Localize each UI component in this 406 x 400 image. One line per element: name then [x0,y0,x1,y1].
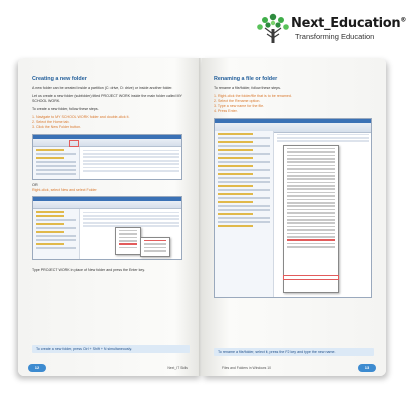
right-step-2: 2. Select the Rename option. [214,99,261,103]
right-page-number: 13 [358,364,376,372]
open-book [18,58,386,376]
or-label: OR [32,183,38,187]
new-folder-highlight [69,140,79,147]
rename-context-menu [283,145,339,293]
context-menu [115,227,141,255]
left-alt-step: Right-click, select New and select Folder [32,188,97,192]
right-step-3: 3. Type a new name for the file. [214,104,265,108]
left-page-number: 12 [28,364,46,372]
brand-tagline: Transforming Education [295,32,375,41]
left-page [18,58,202,376]
right-intro: To rename a file/folder, follow these steps. [214,86,281,90]
explorer-screenshot-context [32,196,182,260]
left-step-3: 3. Click the New Folder button. [32,125,82,129]
left-paragraph-1: A new folder can be created inside a partition (C: drive, D: drive) or inside another folder. [32,86,173,90]
right-steps [214,94,374,114]
right-heading: Renaming a file or folder [214,76,278,82]
left-paragraph-3: To create a new folder, follow these steps. [32,107,99,111]
tree-logo-icon [255,12,291,46]
brand-name: Next_Education® [291,16,406,31]
right-step-4: 4. Press Enter. [214,109,238,113]
left-paragraph-2: Let us create a new folder (subfolder) titled PROJECT WORK inside the main folder called MY SCHOOL WORK. [32,94,182,103]
left-tip-box: To create a new folder, press Ctrl + Shift + N simultaneously. [32,345,190,353]
left-footer: Next_IT Skills [167,366,188,370]
explorer-screenshot-rename [214,118,372,298]
rename-option-highlight [283,275,339,280]
new-submenu [140,237,170,257]
left-closing: Type PROJECT WORK in place of New folder and press the Enter key. [32,268,145,272]
left-step-2: 2. Select the Home tab. [32,120,70,124]
right-footer: Files and Folders in Windows 10 [222,366,271,370]
left-heading: Creating a new folder [32,76,87,82]
explorer-screenshot-ribbon [32,134,182,180]
right-tip-box: To rename a file/folder, select it, press the F2 key and type the new name. [214,348,374,356]
left-steps [32,115,192,130]
right-step-1: 1. Right-click the folder/file that is to be renamed. [214,94,292,98]
brand-logo [255,12,406,46]
left-step-1: 1. Navigate to MY SCHOOL WORK folder and double-click it. [32,115,130,119]
right-page [202,58,386,376]
